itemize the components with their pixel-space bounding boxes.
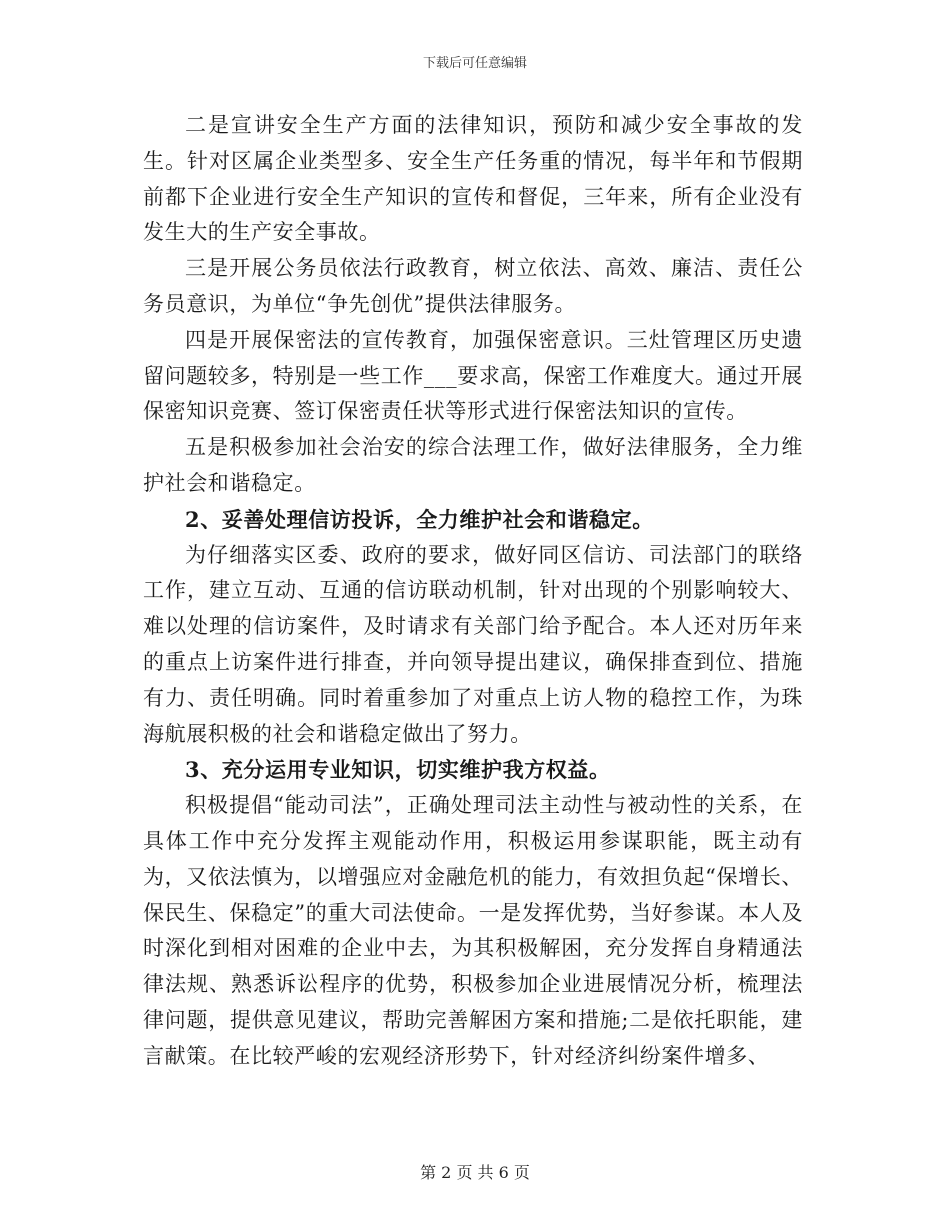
paragraph-secrecy-law: 四是开展保密法的宣传教育，加强保密意识。三灶管理区历史遗留问题较多，特别是一些工作___要求高，保密工作难度大。通过开展保密知识竞赛、签订保密责任状等形式进行保密法知识的宣传。 <box>143 327 803 424</box>
paragraph-civil-servant-education: 三是开展公务员依法行政教育，树立依法、高效、廉洁、责任公务员意识，为单位“争先创优”提供法律服务。 <box>143 256 803 316</box>
document-body <box>143 108 803 1075</box>
paragraph-safety-law: 二是宣讲安全生产方面的法律知识，预防和减少安全事故的发生。针对区属企业类型多、安全生产任务重的情况，每半年和节假期前都下企业进行安全生产知识的宣传和督促，三年来，所有企业没有发生大的生产安全事故。 <box>143 113 803 245</box>
paragraph-petitions: 为仔细落实区委、政府的要求，做好同区信访、司法部门的联络工作，建立互动、互通的信访联动机制，针对出现的个别影响较大、难以处理的信访案件，及时请求有关部门给予配合。本人还对历年来的重点上访案件进行排查，并向领导提出建议，确保排查到位、措施有力、责任明确。同时着重参加了对重点上访人物的稳控工作，为珠海航展积极的社会和谐稳定做出了努力。 <box>143 542 803 746</box>
paragraph-public-security: 五是积极参加社会治安的综合法理工作，做好法律服务，全力维护社会和谐稳定。 <box>143 435 803 495</box>
page-header-note: 下载后可任意编辑 <box>422 56 527 71</box>
section-heading-petitions: 2、妥善处理信访投诉，全力维护社会和谐稳定。 <box>185 506 654 532</box>
paragraph-active-justice: 积极提倡“能动司法”，正确处理司法主动性与被动性的关系，在具体工作中充分发挥主观能动作用，积极运用参谋职能，既主动有为，又依法慎为，以增强应对金融危机的能力，有效担负起“保增长、保民生、保稳定”的重大司法使命。一是发挥优势，当好参谋。本人及时深化到相对困难的企业中去，为其积极解困，充分发挥自身精通法律法规、熟悉诉讼程序的优势，积极参加企业进展情况分析，梳理法律问题，提供意见建议，帮助完善解困方案和措施;二是依托职能，建言献策。在比较严峻的宏观经济形势下，针对经济纠纷案件增多、 <box>143 793 803 1068</box>
section-heading-expertise: 3、充分运用专业知识，切实维护我方权益。 <box>185 757 611 783</box>
page-number: 第 2 页 共 6 页 <box>420 1163 530 1182</box>
